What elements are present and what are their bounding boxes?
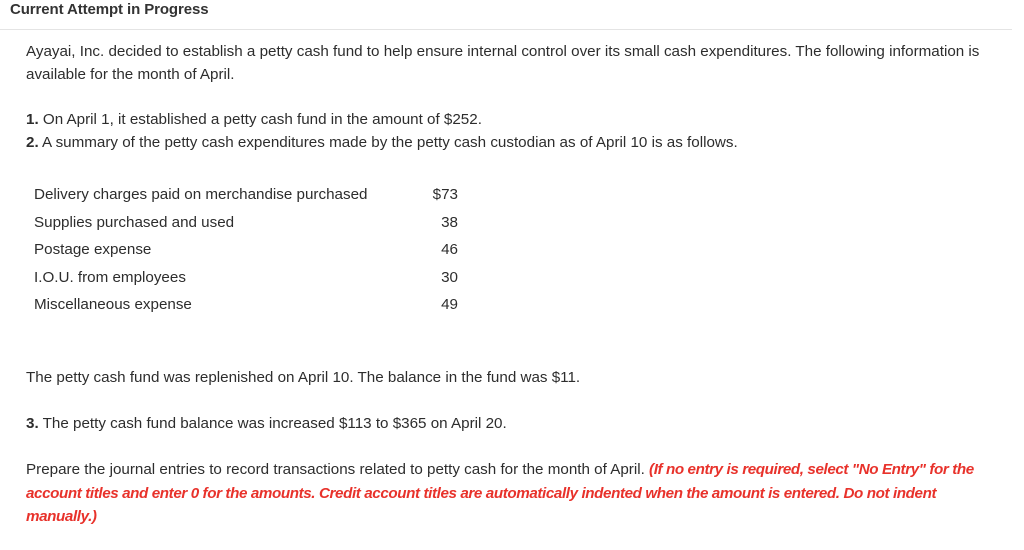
expenditure-label: I.O.U. from employees (34, 268, 186, 286)
prepare-instruction (26, 458, 1006, 529)
attempt-status-title: Current Attempt in Progress (10, 1, 209, 18)
problem-item-3 (26, 412, 507, 435)
prepare-text: Prepare the journal entries to record transactions related to petty cash for the month of April. (26, 461, 650, 478)
expenditure-amount: 49 (441, 296, 458, 314)
problem-item-2 (26, 131, 1001, 154)
expenditure-row (34, 181, 464, 209)
item-1-number: 1. (26, 111, 39, 128)
expenditure-label: Postage expense (34, 241, 152, 259)
problem-items (26, 108, 1001, 154)
expenditure-amount: 30 (441, 268, 458, 286)
expenditure-amount: $73 (432, 186, 458, 203)
expenditure-label: Delivery charges paid on merchandise purchased (34, 186, 368, 203)
item-2-number: 2. (26, 134, 39, 151)
expenditure-label: Supplies purchased and used (34, 213, 235, 231)
expenditure-label: Miscellaneous expense (34, 296, 192, 314)
entry-instructions: (If no entry is required, select "No Entry" for the account titles and enter 0 for the amounts. Credit account titles are automatically indented when the amount is entered. Do not indent manually.) (26, 461, 974, 525)
item-1-text: On April 1, it established a petty cash fund in the amount of $252. (38, 111, 482, 128)
replenish-statement: The petty cash fund was replenished on April 10. The balance in the fund was $11. (26, 369, 581, 386)
item-3-text: The petty cash fund balance was increased $113 to $365 on April 20. (38, 415, 507, 432)
expenditure-row (34, 291, 464, 319)
problem-intro: Ayayai, Inc. decided to establish a petty cash fund to help ensure internal control over its small cash expenditures. The following information is available for the month of April. (26, 43, 980, 83)
problem-statement (26, 40, 1001, 154)
item-3-number: 3. (26, 415, 39, 432)
problem-item-1 (26, 108, 1001, 131)
expenditures-table (34, 181, 464, 319)
expenditure-row (34, 264, 464, 292)
expenditure-amount: 38 (441, 213, 458, 231)
item-2-text: A summary of the petty cash expenditures made by the petty cash custodian as of April 10 is as follows. (38, 134, 738, 151)
attempt-header (0, 0, 1012, 30)
expenditure-row (34, 236, 464, 264)
expenditure-amount: 46 (441, 241, 458, 259)
expenditure-row (34, 209, 464, 237)
